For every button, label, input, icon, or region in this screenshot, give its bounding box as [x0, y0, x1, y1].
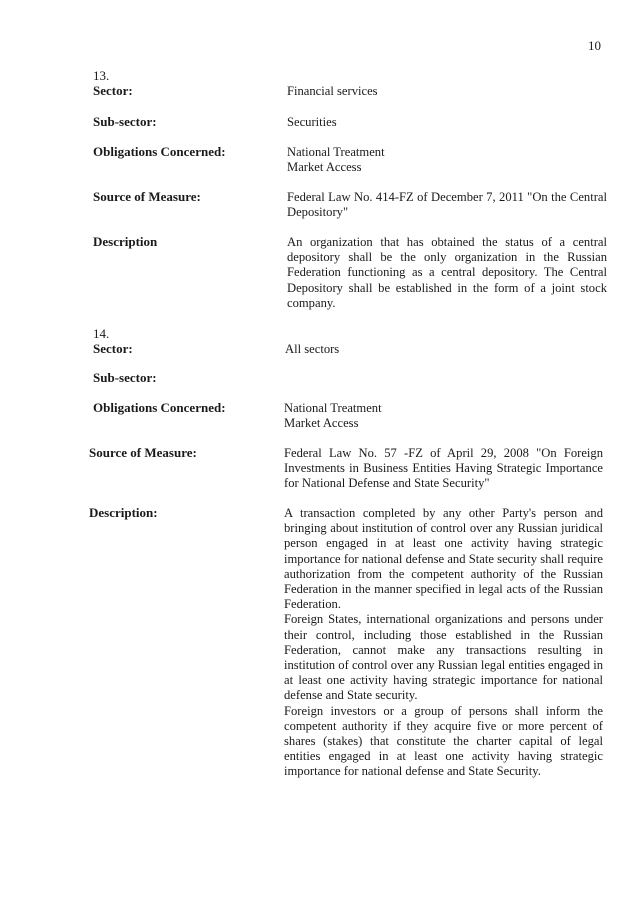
obligation-item: National Treatment: [284, 401, 382, 415]
subsector-label: Sub-sector:: [93, 114, 157, 129]
sector-value: All sectors: [285, 342, 340, 356]
description-paragraph: Foreign investors or a group of persons shall inform the competent authority if they acquire five or more percent of shares (stakes) that constitute the charter capital of legal entities engaged in at least one activity having strategic importance for national defense and State Security.: [284, 703, 603, 779]
subsector-value: Securities: [287, 115, 337, 129]
entry-number: 14.: [93, 326, 110, 341]
obligations-label: Obligations Concerned:: [93, 144, 226, 159]
description-paragraph: A transaction completed by any other Party's person and bringing about institution of control over any Russian juridical person engaged in at least one activity having strategic importance for national defense and State security shall require authorization from the competent authority of the Russian Federation in the manner specified in legal acts of the Russian Federation.: [284, 506, 603, 612]
source-label: Source of Measure:: [93, 189, 201, 204]
obligations-value: [284, 401, 604, 431]
sector-label: Sector:: [93, 341, 133, 356]
obligation-item: Market Access: [287, 160, 362, 175]
source-label: Source of Measure:: [89, 445, 197, 460]
obligation-item: National Treatment: [287, 145, 385, 159]
description-label: Description: [93, 234, 158, 249]
obligations-label: Obligations Concerned:: [93, 400, 226, 415]
page-number: 10: [588, 38, 601, 53]
obligation-item: Market Access: [284, 416, 359, 431]
sector-label: Sector:: [93, 83, 133, 98]
description-value: [287, 235, 607, 311]
source-value: Federal Law No. 57 -FZ of April 29, 2008 "On Foreign Investments in Business Entities Having Strategic Importance for National Defense and State Security": [284, 446, 603, 491]
description-value: [284, 506, 603, 780]
entry-number: 13.: [93, 68, 110, 83]
description-label: Description:: [89, 505, 158, 520]
source-value: Federal Law No. 414-FZ of December 7, 2011 "On the Central Depository": [287, 190, 607, 220]
subsector-label: Sub-sector:: [93, 370, 157, 385]
obligations-value: [287, 145, 607, 175]
description-paragraph: Foreign States, international organizations and persons under their control, including those established in the Russian Federation, cannot make any transactions resulting in institution of control over any Russian legal entities engaged in at least one activity having strategic importance for national defense and State security.: [284, 612, 603, 703]
description-paragraph: An organization that has obtained the status of a central depository shall be the only organization in the Russian Federation functioning as a central depository. The Central Depository shall be established in the form of a joint stock company.: [287, 235, 607, 310]
sector-value: Financial services: [287, 84, 378, 98]
